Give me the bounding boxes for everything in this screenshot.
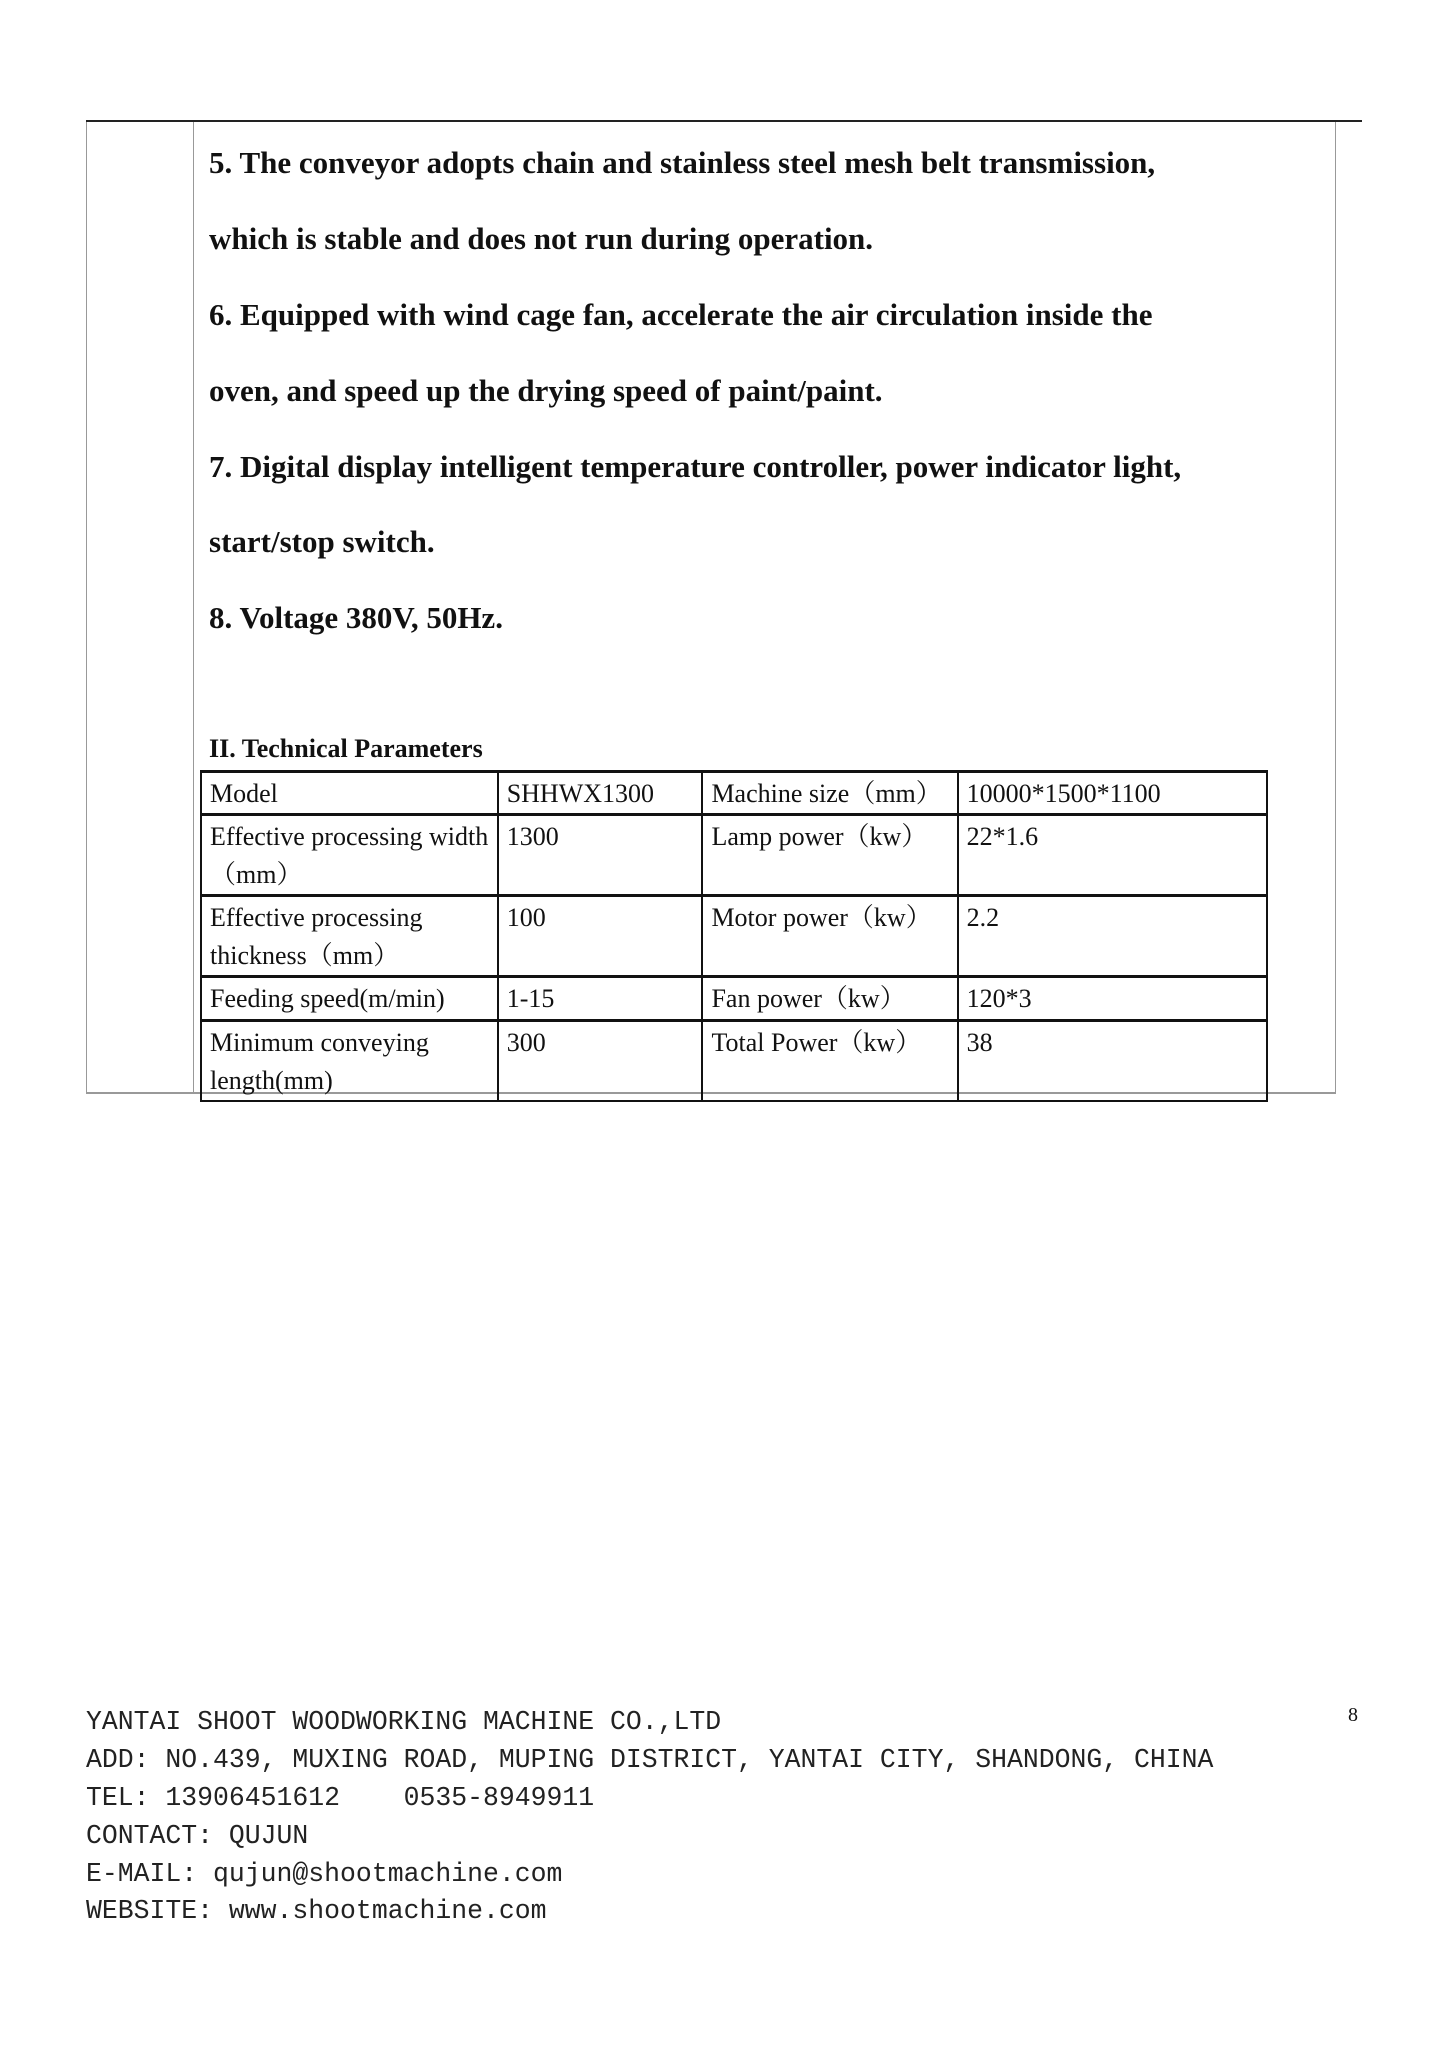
table-row <box>201 977 1267 1021</box>
footer-website[interactable]: WEBSITE: www.shootmachine.com <box>86 1897 547 1927</box>
table-row <box>201 1021 1267 1102</box>
param-value: 1300 <box>498 815 703 896</box>
feature-line: oven, and speed up the drying speed of paint/paint. <box>209 373 883 408</box>
feature-line: 5. The conveyor adopts chain and stainless steel mesh belt transmission, <box>209 145 1156 180</box>
param-value: 38 <box>958 1021 1267 1102</box>
param-value: 300 <box>498 1021 703 1102</box>
feature-line: which is stable and does not run during operation. <box>209 221 874 256</box>
param-label: Effective processing thickness（mm） <box>201 896 498 977</box>
frame-divider <box>193 122 194 1094</box>
param-value: 100 <box>498 896 703 977</box>
param-value: 120*3 <box>958 977 1267 1021</box>
section-title: II. Technical Parameters <box>209 734 483 763</box>
footer-address: ADD: NO.439, MUXING ROAD, MUPING DISTRICT, YANTAI CITY, SHANDONG, CHINA <box>86 1746 1214 1776</box>
param-label: Effective processing width（mm） <box>201 815 498 896</box>
param-label: Fan power（kw） <box>702 977 957 1021</box>
feature-line: start/stop switch. <box>209 524 435 559</box>
feature-line: 6. Equipped with wind cage fan, accelerate the air circulation inside the <box>209 297 1153 332</box>
param-value: 10000*1500*1100 <box>958 772 1267 815</box>
param-label: Motor power（kw） <box>702 896 957 977</box>
param-label: Lamp power（kw） <box>702 815 957 896</box>
param-label: Total Power（kw） <box>702 1021 957 1102</box>
param-label: Model <box>201 772 498 815</box>
param-label: Feeding speed(m/min) <box>201 977 498 1021</box>
feature-line: 7. Digital display intelligent temperature controller, power indicator light, <box>209 449 1182 484</box>
table-row <box>201 896 1267 977</box>
footer-tel: TEL: 13906451612 0535-8949911 <box>86 1784 595 1814</box>
param-label: Machine size（mm） <box>702 772 957 815</box>
footer-contact: CONTACT: QUJUN <box>86 1822 309 1852</box>
feature-line: 8. Voltage 380V, 50Hz. <box>209 600 503 635</box>
param-value: 1-15 <box>498 977 703 1021</box>
footer-email[interactable]: E-MAIL: qujun@shootmachine.com <box>86 1860 563 1890</box>
param-label: Minimum conveying length(mm) <box>201 1021 498 1102</box>
table-row <box>201 815 1267 896</box>
page-number: 8 <box>1348 1704 1358 1726</box>
param-value: SHHWX1300 <box>498 772 703 815</box>
param-value: 2.2 <box>958 896 1267 977</box>
footer-company: YANTAI SHOOT WOODWORKING MACHINE CO.,LTD <box>86 1708 722 1738</box>
technical-parameters-table <box>200 770 1268 1102</box>
table-row <box>201 772 1267 815</box>
param-value: 22*1.6 <box>958 815 1267 896</box>
